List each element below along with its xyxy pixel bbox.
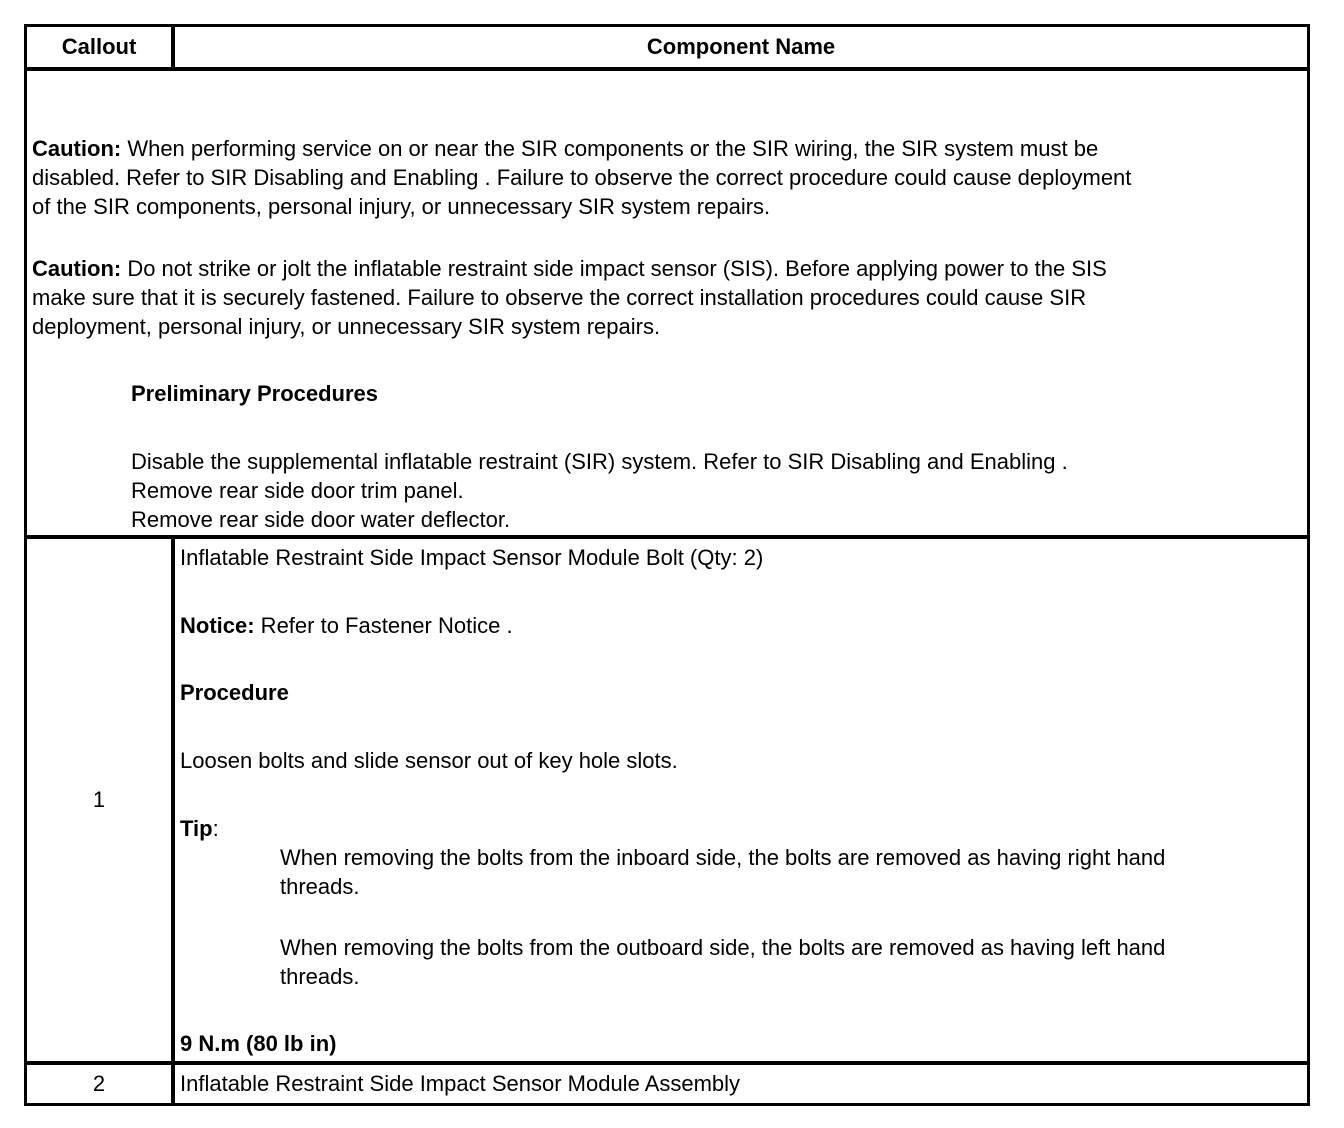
caution-1	[32, 134, 1131, 221]
preliminary-step: Remove rear side door trim panel.	[131, 478, 464, 503]
preliminary-step: Remove rear side door water deflector.	[131, 507, 511, 532]
procedure-text: Loosen bolts and slide sensor out of key hole slots.	[180, 748, 678, 773]
caution-1-line: of the SIR components, personal injury, or unnecessary SIR system repairs.	[32, 194, 771, 219]
caution-2	[32, 254, 1107, 341]
torque-spec: 9 N.m (80 lb in)	[180, 1031, 337, 1056]
header-callout: Callout	[27, 27, 175, 67]
preliminary-step: Disable the supplemental inflatable restraint (SIR) system. Refer to SIR Disabling and Enabling .	[131, 449, 1068, 474]
tip-line: threads.	[280, 874, 360, 899]
table-row	[27, 1065, 1307, 1103]
caution-1-label: Caution:	[32, 136, 122, 161]
preliminary-heading: Preliminary Procedures	[131, 381, 379, 406]
tip-line: threads.	[280, 964, 360, 989]
table-header	[27, 27, 1307, 71]
tip-line: When removing the bolts from the inboard side, the bolts are removed as having right hand	[280, 845, 1166, 870]
component-name: Inflatable Restraint Side Impact Sensor Module Assembly	[180, 1071, 741, 1096]
caution-1-line: disabled. Refer to SIR Disabling and Enabling . Failure to observe the correct procedure could cause deployment	[32, 165, 1132, 190]
row-callout: 1	[27, 539, 175, 1061]
caution-2-line: deployment, personal injury, or unnecessary SIR system repairs.	[32, 314, 661, 339]
tip-label: Tip	[180, 816, 213, 841]
caution-1-line: When performing service on or near the SIR components or the SIR wiring, the SIR system must be	[121, 136, 1099, 161]
intro-section	[27, 71, 1307, 539]
table-row	[27, 539, 1307, 1065]
procedure-heading: Procedure	[180, 680, 289, 705]
tip-item	[280, 843, 1165, 901]
preliminary-steps	[131, 447, 1068, 534]
row-component	[175, 539, 1307, 1061]
tip-line: When removing the bolts from the outboard side, the bolts are removed as having left hand	[280, 935, 1166, 960]
caution-2-line: Do not strike or jolt the inflatable restraint side impact sensor (SIS). Before applying power to the SIS	[121, 256, 1107, 281]
caution-2-line: make sure that it is securely fastened. Failure to observe the correct installation procedures could cause SIR	[32, 285, 1087, 310]
notice	[180, 611, 513, 640]
service-table	[24, 24, 1310, 1106]
caution-2-label: Caution:	[32, 256, 122, 281]
component-name: Inflatable Restraint Side Impact Sensor Module Bolt (Qty: 2)	[180, 545, 764, 570]
tip-colon: :	[212, 816, 219, 841]
tip	[180, 814, 219, 843]
row-callout: 2	[27, 1065, 175, 1103]
tip-item	[280, 933, 1165, 991]
row-component	[175, 1065, 1307, 1103]
header-component-name: Component Name	[646, 34, 836, 59]
notice-label: Notice:	[180, 613, 255, 638]
notice-text: Refer to Fastener Notice .	[254, 613, 513, 638]
